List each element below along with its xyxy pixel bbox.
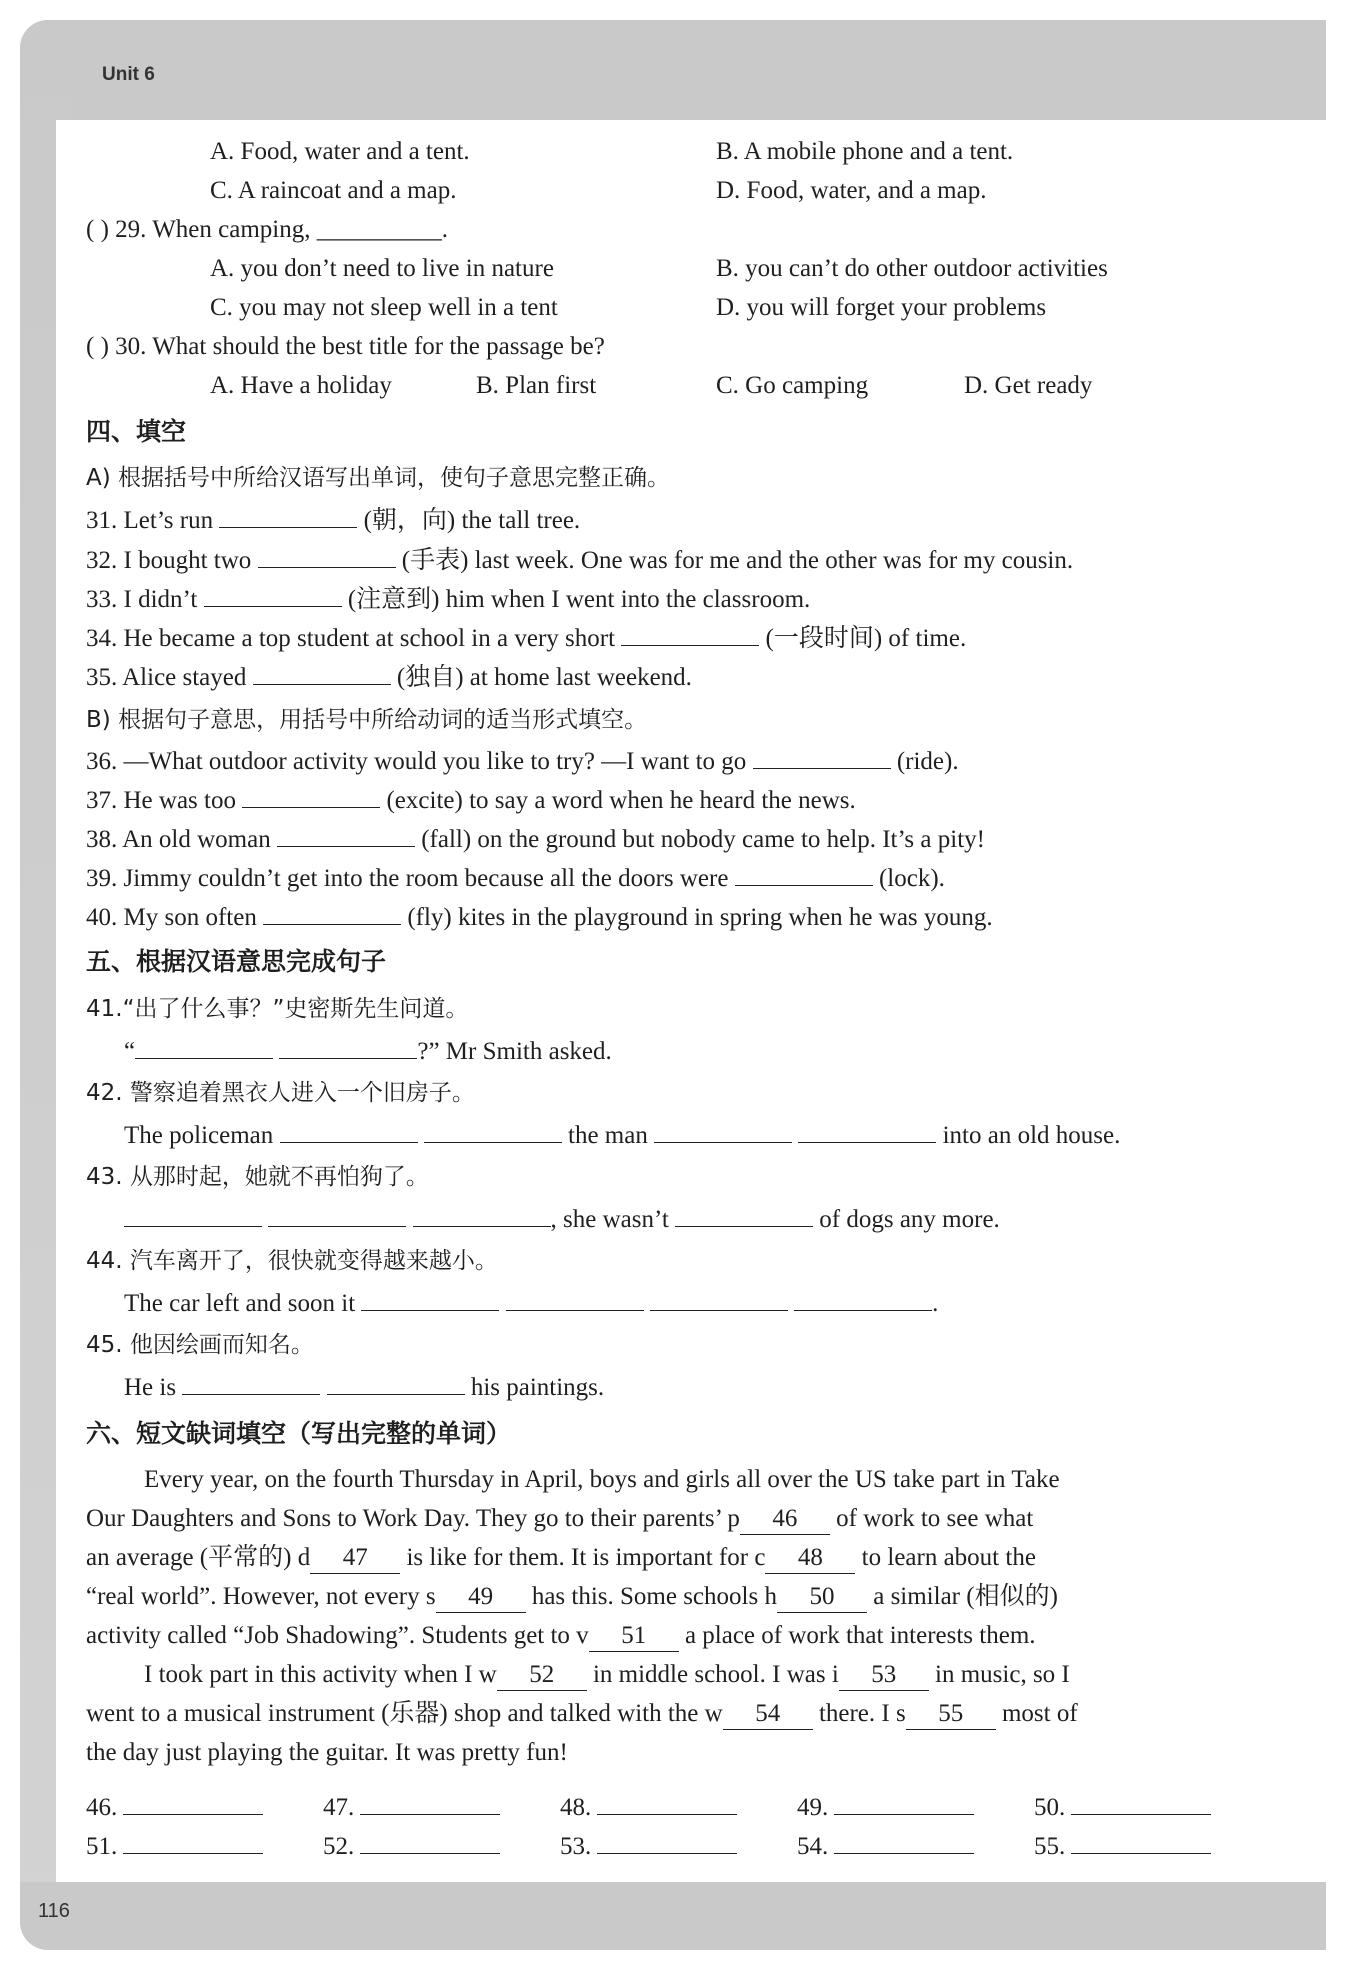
q43-blank-3[interactable] <box>413 1204 551 1227</box>
q40-blank[interactable] <box>263 902 401 925</box>
blank-55[interactable]: 55 <box>906 1699 996 1730</box>
answer-47: 47. <box>323 1790 500 1823</box>
passage-line-5: activity called “Job Shadowing”. Students get to v 51 a place of work that interests them. <box>86 1621 1036 1652</box>
q38: 38. An old woman (fall) on the ground but nobody came to help. It’s a pity! <box>86 826 985 853</box>
answer-55-blank[interactable] <box>1071 1829 1211 1854</box>
answer-46-blank[interactable] <box>123 1790 263 1815</box>
q31: 31. Let’s run (朝，向) the tall tree. <box>86 507 581 534</box>
blank-50[interactable]: 50 <box>777 1582 867 1613</box>
answer-50-blank[interactable] <box>1071 1790 1211 1815</box>
q28-option-d: D. Food, water, and a map. <box>716 177 987 204</box>
q43-blank-1[interactable] <box>124 1204 262 1227</box>
q43-english: , she wasn’t of dogs any more. <box>124 1204 1000 1235</box>
q29-option-d: D. you will forget your problems <box>716 294 1047 321</box>
q29-question: ( ) 29. When camping, __________. <box>86 216 448 243</box>
q44-blank-4[interactable] <box>794 1288 932 1311</box>
q33-blank[interactable] <box>204 584 342 607</box>
answer-48: 48. <box>560 1790 737 1823</box>
blank-46[interactable]: 46 <box>740 1504 830 1535</box>
page-header-band <box>20 20 1326 120</box>
q45-blank-1[interactable] <box>182 1372 320 1395</box>
q30-option-d: D. Get ready <box>964 372 1093 399</box>
section6-title: 六、短文缺词填空（写出完整的单词） <box>86 1419 512 1448</box>
q30-option-a: A. Have a holiday <box>210 372 392 399</box>
q44-english: The car left and soon it . <box>124 1290 939 1317</box>
q34-blank[interactable] <box>621 623 759 646</box>
q43-blank-2[interactable] <box>268 1204 406 1227</box>
unit-label: Unit 6 <box>102 64 155 85</box>
passage-line-8: the day just playing the guitar. It was pretty fun! <box>86 1739 568 1766</box>
q33: 33. I didn’t (注意到) him when I went into the classroom. <box>86 586 811 613</box>
blank-48[interactable]: 48 <box>765 1543 855 1574</box>
q35: 35. Alice stayed (独自) at home last weekend. <box>86 664 692 691</box>
q31-blank[interactable] <box>219 505 357 528</box>
q43-blank-4[interactable] <box>675 1204 813 1227</box>
answer-51: 51. <box>86 1829 263 1862</box>
q44-blank-2[interactable] <box>506 1288 644 1311</box>
blank-52[interactable]: 52 <box>497 1660 587 1691</box>
q45-chinese: 45. 他因绘画而知名。 <box>86 1332 314 1358</box>
q38-blank[interactable] <box>277 824 415 847</box>
passage-line-3: an average (平常的) d 47 is like for them. It is important for c 48 to learn about the <box>86 1543 1036 1574</box>
q39: 39. Jimmy couldn’t get into the room because all the doors were (lock). <box>86 865 945 892</box>
q39-blank[interactable] <box>735 863 873 886</box>
q30-option-b: B. Plan first <box>476 372 597 399</box>
passage-line-1: Every year, on the fourth Thursday in April, boys and girls all over the US take part in Take <box>144 1466 1060 1493</box>
q29-option-a: A. you don’t need to live in nature <box>210 255 554 282</box>
q30-question: ( ) 30. What should the best title for the passage be? <box>86 333 605 360</box>
answer-50: 50. <box>1034 1790 1211 1823</box>
q36: 36. —What outdoor activity would you like to try? —I want to go (ride). <box>86 748 959 775</box>
passage-line-2: Our Daughters and Sons to Work Day. They go to their parents’ p 46 of work to see what <box>86 1504 1033 1535</box>
page-footer-band <box>20 1882 1326 1950</box>
q42-blank-1[interactable] <box>280 1120 418 1143</box>
q42-blank-2[interactable] <box>424 1120 562 1143</box>
answer-46: 46. <box>86 1790 263 1823</box>
q32: 32. I bought two (手表) last week. One was for me and the other was for my cousin. <box>86 547 1074 574</box>
answer-49-blank[interactable] <box>834 1790 974 1815</box>
q42-english: The policeman the man into an old house. <box>124 1122 1121 1149</box>
q36-blank[interactable] <box>753 746 891 769</box>
q43-chinese: 43. 从那时起，她就不再怕狗了。 <box>86 1164 429 1190</box>
q37-blank[interactable] <box>242 785 380 808</box>
passage-line-7: went to a musical instrument (乐器) shop and talked with the w 54 there. I s 55 most of <box>86 1699 1078 1730</box>
q28-option-c: C. A raincoat and a map. <box>210 177 457 204</box>
q42-chinese: 42. 警察追着黑衣人进入一个旧房子。 <box>86 1080 475 1106</box>
q28-option-a: A. Food, water and a tent. <box>210 138 470 165</box>
q32-blank[interactable] <box>258 545 396 568</box>
blank-54[interactable]: 54 <box>723 1699 813 1730</box>
answer-54: 54. <box>797 1829 974 1862</box>
q45-blank-2[interactable] <box>327 1372 465 1395</box>
answer-53-blank[interactable] <box>597 1829 737 1854</box>
section4-title: 四、填空 <box>86 417 187 446</box>
q41-chinese: 41.“出了什么事？”史密斯先生问道。 <box>86 996 469 1022</box>
passage-line-4: “real world”. However, not every s 49 has this. Some schools h 50 a similar (相似的) <box>86 1582 1058 1613</box>
q44-chinese: 44. 汽车离开了，很快就变得越来越小。 <box>86 1248 498 1274</box>
q41-blank-1[interactable] <box>135 1036 273 1059</box>
answer-48-blank[interactable] <box>597 1790 737 1815</box>
q42-blank-3[interactable] <box>654 1120 792 1143</box>
q29-option-b: B. you can’t do other outdoor activities <box>716 255 1108 282</box>
answer-52: 52. <box>323 1829 500 1862</box>
answer-52-blank[interactable] <box>360 1829 500 1854</box>
blank-47[interactable]: 47 <box>310 1543 400 1574</box>
section4-partB-instruction: B) 根据句子意思，用括号中所给动词的适当形式填空。 <box>86 707 648 733</box>
q34: 34. He became a top student at school in a very short (一段时间) of time. <box>86 625 967 652</box>
q28-option-b: B. A mobile phone and a tent. <box>716 138 1014 165</box>
q37: 37. He was too (excite) to say a word when he heard the news. <box>86 787 856 814</box>
blank-53[interactable]: 53 <box>839 1660 929 1691</box>
q45-english: He is his paintings. <box>124 1374 605 1401</box>
q35-blank[interactable] <box>253 662 391 685</box>
section4-partA-instruction: A) 根据括号中所给汉语写出单词，使句子意思完整正确。 <box>86 465 671 491</box>
answer-55: 55. <box>1034 1829 1211 1862</box>
q29-option-c: C. you may not sleep well in a tent <box>210 294 558 321</box>
passage-line-6: I took part in this activity when I w 52 in middle school. I was i 53 in music, so I <box>144 1660 1070 1691</box>
q44-blank-1[interactable] <box>361 1288 499 1311</box>
answer-53: 53. <box>560 1829 737 1862</box>
answer-49: 49. <box>797 1790 974 1823</box>
answer-47-blank[interactable] <box>360 1790 500 1815</box>
q44-blank-3[interactable] <box>650 1288 788 1311</box>
section5-title: 五、根据汉语意思完成句子 <box>86 947 387 976</box>
q30-option-c: C. Go camping <box>716 372 869 399</box>
q42-blank-4[interactable] <box>798 1120 936 1143</box>
q41-english: “ ?” Mr Smith asked. <box>124 1038 612 1065</box>
answer-51-blank[interactable] <box>123 1829 263 1854</box>
page-number: 116 <box>38 1900 70 1922</box>
q41-blank-2[interactable] <box>279 1036 417 1059</box>
answer-54-blank[interactable] <box>834 1829 974 1854</box>
q40: 40. My son often (fly) kites in the playground in spring when he was young. <box>86 904 993 931</box>
blank-51[interactable]: 51 <box>589 1621 679 1652</box>
blank-49[interactable]: 49 <box>436 1582 526 1613</box>
